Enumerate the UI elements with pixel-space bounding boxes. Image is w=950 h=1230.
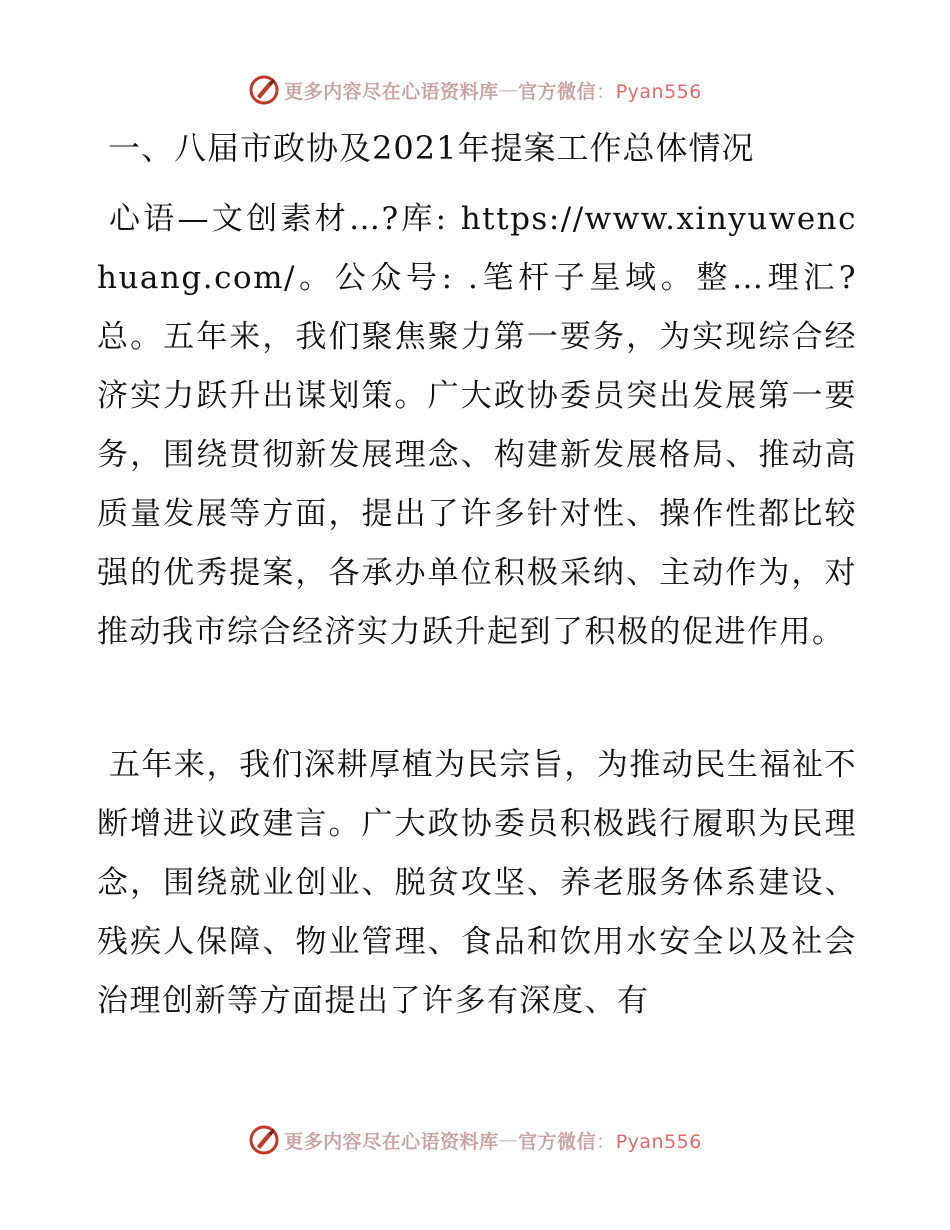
watermark-account: Pyan556	[615, 80, 702, 103]
section-heading: 一、八届市政协及2021年提案工作总体情况	[108, 129, 755, 167]
seal-logo-icon	[248, 74, 280, 106]
header-watermark	[0, 70, 950, 110]
body-paragraph-2: 五年来，我们深耕厚植为民宗旨，为推动民生福祉不断增进议政建言。广大政协委员积极践行履职为民理念，围绕就业创业、脱贫攻坚、养老服务体系建设、残疾人保障、物业管理、食品和饮用水安全以及社会治理创新等方面提出了许多有深度、有	[97, 747, 857, 1019]
watermark-channel: 官方微信	[518, 1130, 597, 1153]
footer-watermark	[0, 1120, 950, 1160]
watermark-account: Pyan556	[615, 1130, 702, 1153]
watermark-channel: 官方微信	[518, 80, 597, 103]
watermark-lead: 更多内容尽在心语资料库	[284, 80, 499, 103]
body-paragraph-1: 心语—文创素材…?库: https://www.xinyuwenchuang.com/。公众号: .笔杆子星域。整…理汇?总。五年来，我们聚焦聚力第一要务，为实现综合经济实力跃升出谋划策。广大政协委员突出发展第一要务，围绕贯彻新发展理念、构建新发展格局、推动高质量发展等方面，提出了许多针对性、操作性都比较强的优秀提案，各承办单位积极采纳、主动作为，对推动我市综合经济实力跃升起到了积极的促进作用。	[97, 201, 857, 650]
watermark-separator: ：	[596, 1130, 616, 1153]
watermark-lead: 更多内容尽在心语资料库	[284, 1130, 499, 1153]
seal-logo-icon	[248, 1124, 280, 1156]
watermark-dash: —	[498, 79, 519, 101]
watermark-separator: ：	[596, 80, 616, 103]
watermark-dash: —	[498, 1129, 519, 1151]
